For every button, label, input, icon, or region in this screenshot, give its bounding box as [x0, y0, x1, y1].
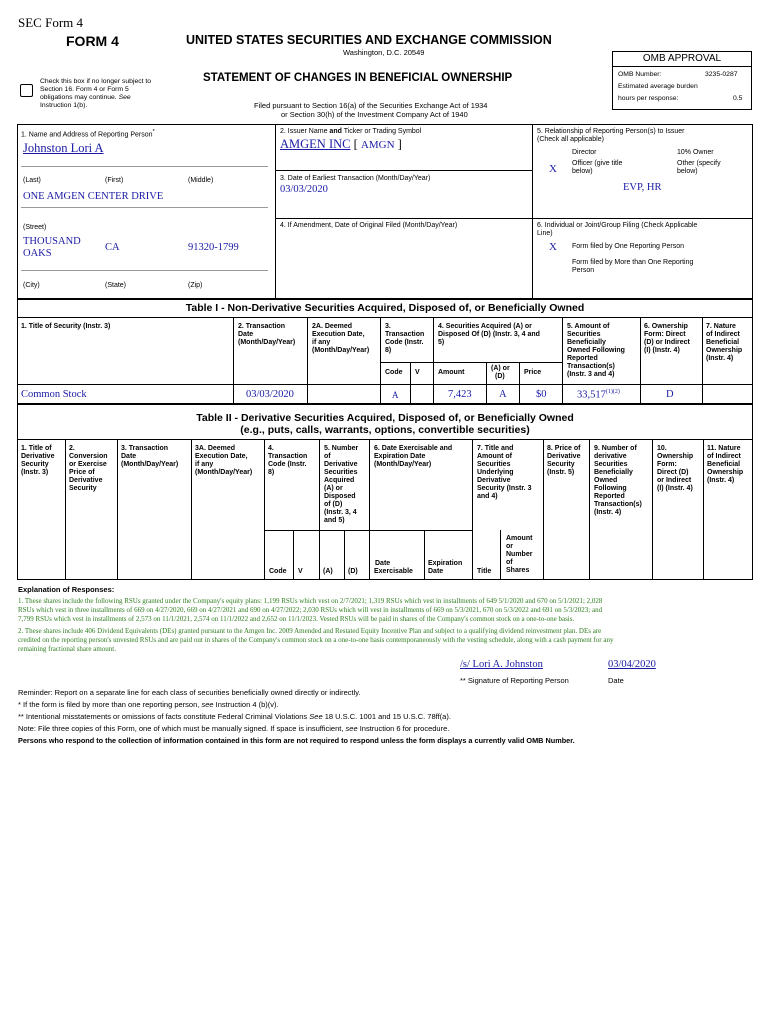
t2-col-deemed: 3A. Deemed Execution Date, if any (Month/Day/Year) — [195, 445, 253, 476]
one-person-label: Form filed by One Reporting Person — [572, 243, 685, 250]
earliest-transaction-date: 03/03/2020 — [280, 184, 328, 195]
state-label: (State) — [105, 282, 127, 289]
relationship-label: 5. Relationship of Reporting Person(s) to Issuer (Check all applicable) — [537, 128, 685, 143]
omb-hours-value: 0.5 — [733, 95, 743, 102]
issuer-name-link[interactable]: AMGEN INC — [280, 137, 351, 151]
zip-value: 91320-1799 — [188, 242, 239, 253]
t1-sub-v: V — [415, 369, 420, 376]
t2-sub-title: Title — [477, 568, 492, 575]
t2-col-owned: 9. Number of derivative Securities Beneficially Owned Following Reported Transaction(s) (Instr. 4) — [594, 445, 642, 516]
t2-col-ownership-form: 10. Ownership Form: Direct (D) or Indirect (I) (Instr. 4) — [657, 445, 694, 492]
director-label: Director — [572, 149, 597, 156]
state-value: CA — [105, 242, 120, 253]
reporting-person-name[interactable]: Johnston Lori A — [23, 141, 104, 155]
t2-sub-d: (D) — [348, 568, 358, 575]
no-longer-subject-checkbox[interactable] — [20, 84, 33, 97]
officer-label: Officer (give title below) — [572, 160, 623, 175]
city-value: THOUSAND OAKS — [23, 236, 81, 259]
earliest-transaction-label: 3. Date of Earliest Transaction (Month/Day/Year) — [280, 175, 431, 182]
omb-approval-title: OMB APPROVAL — [642, 53, 722, 64]
form-label: FORM 4 — [66, 33, 119, 49]
t2-col-date: 3. Transaction Date (Month/Day/Year) — [121, 445, 179, 468]
t1-col-date: 2. Transaction Date (Month/Day/Year) — [238, 323, 296, 346]
t1-row-amount: 7,423 — [448, 389, 472, 400]
table-2-title: Table II - Derivative Securities Acquired, Disposed of, or Beneficially Owned (e.g., puts, calls, warrants, options, convertible securities) — [196, 412, 574, 436]
t1-row-title: Common Stock — [21, 389, 87, 400]
t1-sub-code: Code — [385, 369, 403, 376]
checkbox-instruction: Check this box if no longer subject to Section 16. Form 4 or Form 5 obligations may continue. See Instruction 1(b). — [40, 78, 152, 109]
t1-row-price: $0 — [536, 389, 547, 400]
footer-line-4: Persons who respond to the collection of information contained in this form are not required to respond unless the form displays a currently valid OMB Number. — [18, 736, 575, 745]
commission-title: UNITED STATES SECURITIES AND EXCHANGE COMMISSION — [186, 33, 552, 47]
reporting-person-label: 1. Name and Address of Reporting Person* — [21, 129, 155, 139]
t2-col-exercisable: 6. Date Exercisable and Expiration Date (Month/Day/Year) — [374, 445, 453, 468]
footer-line-3: Note: File three copies of this Form, one of which must be manually signed. If space is insufficient, see Instruction 6 for procedure. — [18, 724, 450, 733]
street-label: (Street) — [23, 224, 47, 231]
footer-line-1: * If the form is filed by more than one reporting person, see Instruction 4 (b)(v). — [18, 700, 279, 709]
city-label: (City) — [23, 282, 40, 289]
one-person-check-mark[interactable]: X — [549, 241, 557, 253]
t2-col-title: 1. Title of Derivative Security (Instr. 3) — [21, 445, 55, 476]
t1-col-securities: 4. Securities Acquired (A) or Disposed Of (D) (Instr. 3, 4 and 5) — [438, 323, 540, 346]
t2-col-price: 8. Price of Derivative Security (Instr. 5) — [547, 445, 581, 476]
t1-row-ad: A — [499, 389, 507, 400]
t1-col-deemed: 2A. Deemed Execution Date, if any (Month/Day/Year) — [312, 323, 370, 354]
t1-col-title: 1. Title of Security (Instr. 3) — [21, 323, 111, 330]
t1-col-ownership-form: 6. Ownership Form: Direct (D) or Indirect (I) (Instr. 4) — [644, 323, 690, 354]
signature-label: ** Signature of Reporting Person — [460, 676, 569, 685]
other-label: Other (specify below) — [677, 160, 721, 175]
footnote-2: 2. These shares include 406 Dividend Equivalents (DEs) granted pursuant to the Amgen Inc. 2009 Amended and Restated Equity Incentive Plan and subject to a qualifying dividend reinvestment plan. DEs are credited on the reporting person's unvested RSUs and are paid out in shares of the Company's common stock on a one-to-one basis contemporaneously with the vesting schedule, along with a cash payment for any remaining fractional share amount. — [18, 627, 614, 653]
more-persons-label: Form filed by More than One Reporting Person — [572, 259, 694, 274]
issuer-label: 2. Issuer Name and Ticker or Trading Symbol — [280, 128, 422, 135]
zip-label: (Zip) — [188, 282, 203, 289]
t2-col-conversion: 2. Conversion or Exercise Price of Derivative Security — [69, 445, 108, 492]
sec-form-label: SEC Form 4 — [18, 15, 84, 30]
t1-row-date: 03/03/2020 — [246, 389, 294, 400]
t1-sub-price: Price — [524, 369, 542, 376]
t1-col-nature: 7. Nature of Indirect Beneficial Ownership (Instr. 4) — [706, 323, 743, 362]
statement-title: STATEMENT OF CHANGES IN BENEFICIAL OWNERSHIP — [203, 72, 513, 84]
omb-burden-label: Estimated average burden — [618, 83, 698, 90]
signature-value: /s/ Lori A. Johnston — [460, 659, 543, 670]
middle-label: (Middle) — [188, 177, 214, 184]
t2-sub-a: (A) — [323, 568, 333, 575]
t2-sub-amount-shares: Amount or Number of Shares — [506, 535, 533, 574]
footnote-1: 1. These shares include the following RSUs granted under the Company's equity plans: 1,199 RSUs which vest on 2/7/2021; 1,319 RSUs which vest in installments of 649 5/1/2020 and 670 on 5/1/2021; 2,028 RSUs which vest in three installments of 669 on 4/27/2020, 669 on 4/27/2021 and 690 on 4/27/2022; 2,030 RSUs which will vest in installments of 669 on 5/3/2021, 670 on 5/3/2022 and 691 on 5/3/2023; and 7,799 RSUs which vest in installments of 2,573 on 11/1/2021, 2,574 on 11/1/2022 and 2,652 on 11/1/2023. Vested RSUs will be paid in shares of the Company's common stock on a one-to-one basis. — [18, 597, 603, 623]
officer-check-mark[interactable]: X — [549, 163, 557, 175]
officer-title: EVP, HR — [623, 182, 662, 193]
t1-sub-ad: (A) or (D) — [491, 365, 510, 380]
amendment-label: 4. If Amendment, Date of Original Filed (Month/Day/Year) — [280, 222, 458, 229]
omb-hours-label: hours per response: — [618, 95, 679, 102]
t2-sub-v: V — [298, 568, 303, 575]
t1-row-code: A — [392, 390, 399, 400]
table-1-title: Table I - Non-Derivative Securities Acquired, Disposed of, or Beneficially Owned — [185, 302, 585, 314]
t1-row-owned-notes[interactable]: (1)(2) — [605, 389, 620, 395]
street-value: ONE AMGEN CENTER DRIVE — [23, 191, 164, 202]
signature-date: 03/04/2020 — [608, 659, 656, 670]
t2-col-code: 4. Transaction Code (Instr. 8) — [268, 445, 308, 476]
t1-col-code: 3. Transaction Code (Instr. 8) — [385, 323, 425, 354]
t1-col-amount-owned: 5. Amount of Securities Beneficially Owned Following Reported Transaction(s) (Instr. 3 and 4) — [567, 323, 625, 378]
omb-number-label: OMB Number: — [618, 71, 662, 78]
filed-pursuant-line1: Filed pursuant to Section 16(a) of the Securities Exchange Act of 1934 — [254, 101, 488, 110]
issuer-name-ticker: AMGEN INC [ AMGN ] — [280, 137, 402, 151]
signature-date-label: Date — [608, 676, 624, 685]
explanation-label: Explanation of Responses: — [18, 585, 115, 594]
t1-sub-amount: Amount — [438, 369, 465, 376]
issuer-ticker: AMGN — [360, 139, 395, 151]
t2-sub-expiration: Expiration Date — [428, 560, 463, 575]
t2-col-underlying: 7. Title and Amount of Securities Underlying Derivative Security (Instr. 3 and 4) — [477, 445, 532, 500]
t2-col-number: 5. Number of Derivative Securities Acquired (A) or Disposed of (D) (Instr. 3, 4 and 5) — [324, 445, 359, 524]
t2-col-nature: 11. Nature of Indirect Beneficial Ownership (Instr. 4) — [707, 445, 744, 484]
t2-sub-exercisable: Date Exercisable — [374, 560, 413, 575]
t1-row-form: D — [666, 389, 674, 400]
t2-sub-code: Code — [269, 568, 287, 575]
filing-label: 6. Individual or Joint/Group Filing (Check Applicable Line) — [537, 222, 698, 237]
omb-number-value: 3235-0287 — [705, 71, 738, 78]
first-label: (First) — [105, 177, 124, 184]
ten-percent-owner-label: 10% Owner — [677, 149, 714, 156]
reminder-text: Reminder: Report on a separate line for each class of securities beneficially owned directly or indirectly. — [18, 688, 361, 697]
last-label: (Last) — [23, 177, 41, 184]
commission-location: Washington, D.C. 20549 — [343, 48, 425, 57]
filed-pursuant-line2: or Section 30(h) of the Investment Company Act of 1940 — [281, 110, 468, 119]
footer-line-2: ** Intentional misstatements or omissions of facts constitute Federal Criminal Violations See 18 U.S.C. 1001 and 15 U.S.C. 78ff(a). — [18, 712, 451, 721]
t1-row-owned: $33,517^{(1)(2)}$ — [577, 389, 620, 401]
